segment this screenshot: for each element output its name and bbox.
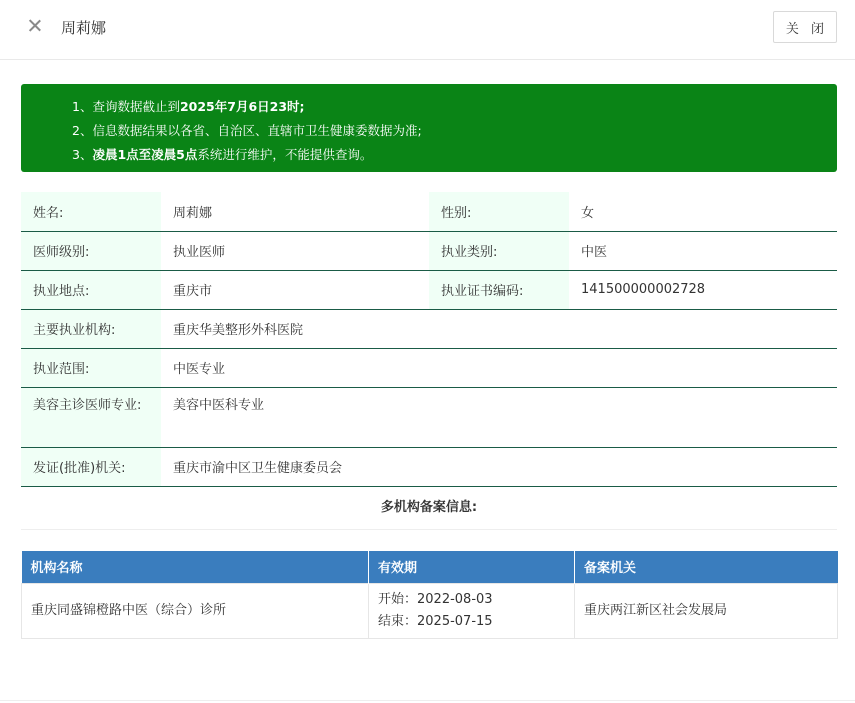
table-header-row — [22, 551, 838, 583]
cert-label: 执业证书编码: — [429, 270, 569, 309]
close-button[interactable]: 关 闭 — [773, 11, 837, 43]
notice-line-1: 1、查询数据截止到2025年7月6日23时; — [72, 99, 305, 114]
location-value: 重庆市 — [161, 270, 429, 309]
institution-table — [21, 551, 838, 639]
column-header-name: 机构名称 — [22, 551, 369, 583]
institution-label: 主要执业机构: — [21, 309, 161, 348]
dialog-header — [0, 0, 855, 60]
category-label: 执业类别: — [429, 231, 569, 270]
info-row — [21, 447, 837, 486]
close-icon[interactable] — [24, 15, 46, 37]
gender-value: 女 — [569, 192, 837, 231]
name-value: 周莉娜 — [161, 192, 429, 231]
info-row — [21, 192, 837, 231]
issuer-value: 重庆市渝中区卫生健康委员会 — [161, 447, 837, 486]
category-value: 中医 — [569, 231, 837, 270]
cosmetic-label: 美容主诊医师专业: — [21, 387, 161, 447]
scope-label: 执业范围: — [21, 348, 161, 387]
level-label: 医师级别: — [21, 231, 161, 270]
footer-divider — [0, 700, 855, 701]
notice-banner — [21, 84, 837, 172]
validity-cell — [369, 583, 575, 638]
notice-line-3: 3、凌晨1点至凌晨5点系统进行维护，不能提供查询。 — [72, 147, 373, 162]
info-row — [21, 309, 837, 348]
column-header-validity: 有效期 — [369, 551, 575, 583]
doctor-info-table — [21, 192, 837, 487]
cosmetic-value: 美容中医科专业 — [161, 387, 837, 447]
scope-value: 中医专业 — [161, 348, 837, 387]
authority-cell: 重庆两江新区社会发展局 — [575, 583, 838, 638]
info-row — [21, 348, 837, 387]
column-header-authority: 备案机关 — [575, 551, 838, 583]
issuer-label: 发证(批准)机关: — [21, 447, 161, 486]
info-row — [21, 231, 837, 270]
multi-institution-title: 多机构备案信息: — [21, 487, 837, 530]
cert-value: 141500000002728 — [569, 270, 837, 309]
institution-name-cell: 重庆同盛锦橙路中医（综合）诊所 — [22, 583, 369, 638]
validity-end: 结束：2025-07-15 — [378, 613, 493, 629]
gender-label: 性别: — [429, 192, 569, 231]
institution-value: 重庆华美整形外科医院 — [161, 309, 837, 348]
location-label: 执业地点: — [21, 270, 161, 309]
dialog-title: 周莉娜 — [61, 19, 107, 37]
validity-start: 开始：2022-08-03 — [378, 591, 493, 607]
level-value: 执业医师 — [161, 231, 429, 270]
info-row — [21, 270, 837, 309]
info-row — [21, 387, 837, 447]
table-row — [22, 583, 838, 638]
name-label: 姓名: — [21, 192, 161, 231]
notice-line-2: 2、信息数据结果以各省、自治区、直辖市卫生健康委数据为准; — [72, 123, 422, 138]
